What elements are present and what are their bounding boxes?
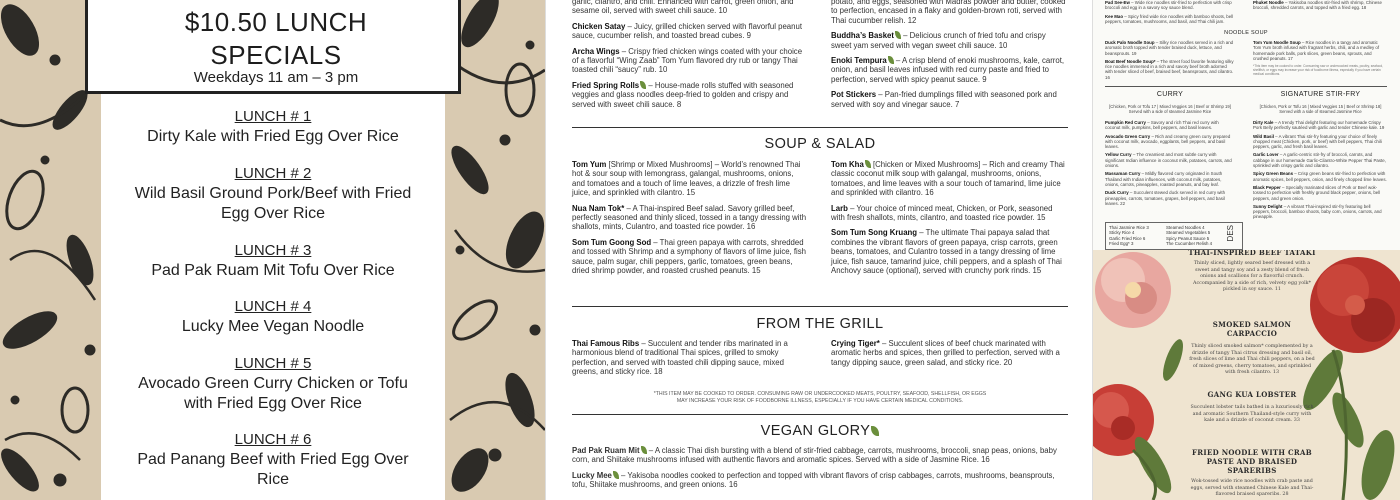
section-title-vegan — [572, 423, 1068, 439]
lunch-item-desc: Pad Pak Ruam Mit Tofu Over Rice — [151, 262, 395, 279]
side-item: The Cucumber Relish 4 — [1166, 241, 1213, 247]
menu-item-name: Buddha’s Basket — [831, 31, 894, 41]
menu-item-desc: – A Thai-inspired Beef salad. Savory grilled beef, perfectly seasoned and thinly sliced, tossed in a tangy dressing with shallots, mints, Culantro, and toasted rice powder. 16 — [572, 203, 807, 232]
lunch-item-6 — [101, 430, 445, 490]
menu-item-desc: [Shrimp or Mixed Mushrooms] – World’s renowned Thai hot & sour soup with lemongrass, galangal, mushrooms, onions, and tomatoes and a touch of lime leaves, a drizzle of fresh lime juice, and sprinkled with cilantro. 15 — [572, 160, 801, 198]
menu-item — [1105, 14, 1235, 25]
menu-item-name: Boat Beef Noodle Soup* — [1105, 58, 1156, 64]
menu-item-name: Tom Yum Noodle Soup — [1253, 40, 1301, 45]
menu-item — [1105, 152, 1235, 168]
sides-label: DES — [1226, 225, 1235, 242]
lunch-item-desc: Wild Basil Ground Pork/Beef with Fried Egg Over Rice — [134, 185, 412, 222]
menu-item-desc: – Succulent and tender ribs marinated in a harmonious blend of traditional Thai spices, grilled to smoky perfection, and served with toasted chili dipping sauce, mixed greens, and sticky rice. 18 — [572, 339, 788, 377]
special-dish-1 — [1187, 250, 1317, 294]
side-item: Thai Jasmine Rice 3 — [1109, 225, 1149, 230]
lunch-item-number: LUNCH # 6 — [234, 431, 312, 448]
menu-item-desc: – Crispy fried chicken wings coated with your choice of a flavorful “Wing Zaab” Tom Yum flavored dry rub or tangy Thai toasted chili “saucy” rub. 10 — [572, 46, 803, 75]
menu-item-desc: – Wide rice noodles stir-fried to perfection with crisp broccoli and egg in a savory soy sauce blend. — [1105, 0, 1232, 11]
menu-item-name: Som Tum Goong Sod — [572, 237, 652, 247]
menu-item-desc: [Chicken or Mixed Mushrooms] – Rich and creamy Thai classic coconut milk soup with galangal, mushrooms, onions, tomatoes, and lime leaves with a sour touch of tamarind, lime juice and sprinkled with cilantro. 16 — [831, 160, 1065, 198]
menu-item-name: Avocado Green Curry — [1105, 133, 1151, 139]
curry-column — [1105, 120, 1235, 209]
dish-desc: Thinly sliced smoked salmon* complemented by a drizzle of tangy Thai citrus dressing and basil oil, fresh slices of lime and Thai chili peppers, on a bed of mixed greens, cherry tomatoes, and sprinkled with fresh cilantro. 13 — [1189, 344, 1315, 376]
grill-right-column — [831, 339, 1067, 373]
menu-item-name: Larb — [831, 203, 848, 213]
sides-column-2 — [1166, 225, 1226, 247]
dish-name: GANG KUA LOBSTER — [1207, 390, 1297, 399]
menu-item — [831, 339, 1067, 367]
menu-item-desc: – A trendy Thai delight featuring our homemade Crispy Pork Belly perfectly sautéed with garlic and tender Chinese kale. 19 — [1253, 120, 1385, 131]
menu-item — [1105, 40, 1235, 56]
lunch-title — [104, 6, 448, 72]
menu-item-name: Tom Kha — [831, 160, 864, 169]
lunch-title-line2: SPECIALS — [210, 40, 342, 70]
lunch-item-1 — [101, 107, 445, 147]
special-dish-2 — [1187, 320, 1317, 377]
menu-item — [1253, 134, 1388, 150]
menu-item-desc: – Your choice of minced meat, Chicken, or Pork, seasoned with fresh shallots, mints, cilantro, and toasted rice powder. 15 — [831, 203, 1053, 223]
vegan-list — [572, 446, 1068, 490]
floral-specials-page — [1093, 250, 1400, 500]
lunch-item-number: LUNCH # 1 — [234, 108, 312, 125]
noodles-right-column — [1253, 0, 1383, 14]
section-title-curry: CURRY — [1156, 91, 1184, 98]
menu-item-desc: – Silky rice noodles served in a rich and aromatic broth topped with tender braised duck, lettuce, and beansprouts. 19 — [1105, 40, 1234, 56]
pink-flower — [1095, 252, 1171, 328]
menu-item — [831, 56, 1067, 84]
menu-item-desc: – The street food favorite featuring silky rice noodles immersed in a rich and savory beef broth adorned with tender sliced of beef, braised beef, beansprouts, and cilantro. 16 — [1105, 58, 1234, 80]
menu-item-desc: – Rice noodles in a tangy and aromatic Tom Yum broth infused with fragrant herbs, chili, and a medley of homemade pork balls, pork slices, green beans, sprouts, and crushed peanuts. 17 — [1253, 40, 1380, 61]
menu-item — [1253, 40, 1383, 61]
side-item: Fried Egg* 3 — [1109, 241, 1134, 247]
lunch-item-number: LUNCH # 5 — [234, 355, 312, 372]
noodle-soup-left-column — [1105, 40, 1235, 83]
menu-item — [831, 228, 1067, 275]
main-menu-page — [545, 0, 1093, 500]
menu-item-name: Spicy Green Beans — [1253, 171, 1294, 177]
lunch-item-desc: Lucky Mee Vegan Noodle — [181, 318, 365, 335]
menu-item-desc: – Yakisoba noodles stir-fried with shrimp, Chinese broccoli, shredded carrots, and topped with a fried egg. 18 — [1253, 0, 1382, 11]
dish-name: SMOKED SALMON CARPACCIO — [1212, 320, 1292, 338]
disclaimer-line-2: MAY INCREASE YOUR RISK OF FOODBORNE ILLNESS, ESPECIALLY IF YOU HAVE CERTAIN MEDICAL CONDITIONS. — [676, 398, 964, 404]
side-item: Garlic Fried Rice 6 — [1109, 235, 1146, 241]
noodle-curry-menu-page — [1093, 0, 1400, 250]
lunch-item-2 — [101, 164, 445, 224]
stirfry-choice-note: [Chicken, Pork or Tofu 16 | Mixed Veggies 15 | Beef or Shrimp 18] Served with a side of steamed Jasmine Rice — [1259, 104, 1382, 114]
lunch-title-line1: $10.50 LUNCH — [184, 7, 368, 37]
menu-item-desc: garlic, cilantro, and chili. Enhanced with carrot, green onion, and sesame oil, served with sweet chili sauce. 10 — [572, 0, 794, 16]
menu-item-desc: – Thai green papaya with carrots, shredded and tossed with Shrimp and a symphony of flavors of lime juice, fish sauce, palm sugar, chili peppers, garlic, tomatoes, green beans, dried shrimp powder, and roasted crushed peanuts. 15 — [572, 237, 807, 276]
lunch-item-number: LUNCH # 2 — [234, 165, 312, 182]
menu-item-name: Pumpkin Red Curry — [1105, 120, 1146, 125]
menu-item — [1253, 152, 1388, 168]
menu-item-desc: – Specially marinated slices of Pork or Beef wok-tossed to perfection with freshly ground black pepper, onions, bell peppers, and green onion. — [1253, 184, 1381, 201]
lunch-item-4 — [101, 297, 445, 337]
menu-item-name: Som Tum Song Kruang — [831, 228, 918, 238]
side-item: Spicy Peanut Sauce 5 — [1166, 235, 1210, 241]
menu-item-desc: – Mildly flavored curry originated in South Thailand with Indian influences, with coconut milk, potatoes, onions, carrots, pineapples, roasted peanuts, and bay leaf. — [1105, 171, 1223, 187]
sides-box — [1105, 222, 1243, 250]
special-dish-3 — [1187, 390, 1317, 425]
menu-item — [831, 31, 1067, 50]
soup-right-column — [831, 160, 1067, 281]
food-safety-disclaimer — [572, 391, 1068, 405]
noodle-soup-right-column — [1253, 40, 1383, 79]
menu-item-desc: potato, and eggs, seasoned with Madras powder and butter, cooked to perfection, encased in a flaky and golden-brown roti, served with Thai cucumber relish. 12 — [831, 0, 1066, 25]
small-disclaimer: *This item may be cooked to order. Consuming raw or undercooked meats, poultry, seafood, shellfish, or eggs may increase your risk of foodborne illness, especially if you have certain medical conditions. — [1253, 64, 1383, 77]
menu-item-desc: – A crisp blend of enoki mushrooms, kale, carrot, onion, and basil leaves infused with red curry paste and fried to perfection, served with spicy peanut sauce. 9 — [831, 56, 1065, 84]
menu-item-name: Duck Palo Noodle Soup — [1105, 40, 1155, 45]
dish-desc: Thinly sliced, lightly seared beef dressed with a sweet and tangy soy and a zesty blend of fresh onions and scallions for a flavorful crunch. Accompanied by a side of rich, velvety egg yolk* pickled in soy sauce. 11 — [1193, 261, 1311, 293]
lunch-item-3 — [101, 241, 445, 281]
menu-item — [572, 0, 808, 16]
section-divider — [1105, 86, 1387, 87]
menu-item-desc: – Delicious crunch of fried tofu and crispy sweet yam served with vegan sweet chili sauce. 10 — [831, 31, 1046, 50]
menu-item — [1105, 0, 1235, 11]
section-divider — [572, 306, 1068, 307]
section-divider — [572, 127, 1068, 128]
lunch-header-box — [85, 0, 461, 94]
menu-item-name: Lucky Mee — [572, 470, 612, 480]
lunch-item-desc: Pad Panang Beef with Fried Egg Over Rice — [137, 451, 409, 488]
menu-item — [831, 0, 1067, 25]
menu-item-desc: – Pan-fried dumplings filled with seasoned pork and served with soy and vinegar sauce. 7 — [831, 90, 1057, 109]
menu-item-desc: – A garlic-centric stir-fry of broccoli, carrots, and cabbage in our homemade Garlic-Cilantro-White Pepper Thai Paste, sprinkled with crispy garlic and cilantro. — [1253, 152, 1386, 169]
menu-item-name: Kee Mao — [1105, 13, 1124, 19]
menu-item-name: Pot Stickers — [831, 90, 877, 100]
menu-item — [1105, 171, 1235, 187]
menu-item — [1105, 190, 1235, 206]
dish-desc: Succulent lobster tails bathed in a luxuriously rich and aromatic Southern Thailand-style curry with kale and a drizzle of coconut cream. 33 — [1190, 405, 1314, 424]
curry-choice-note: [Chicken, Pork or Tofu 17 | Mixed Veggies 16 | Beef or Shrimp 19] Served with a side of steamed Jasmine Rice — [1109, 104, 1231, 114]
menu-item — [1253, 120, 1388, 131]
menu-item — [572, 160, 808, 198]
menu-item-name: Thai Famous Ribs — [572, 339, 640, 348]
menu-item-desc: – A classic Thai dish bursting with a blend of stir-fried cabbage, carrots, mushrooms, broccoli, snap peas, onions, baby corn, and Shiitake mushrooms infused with authentic flavors and aromatic spices. Served with a side of Jasmine Rice. 16 — [572, 446, 1057, 465]
menu-item-name: Crying Tiger* — [831, 339, 880, 348]
lunch-hours: Weekdays 11 am – 3 pm — [193, 69, 359, 86]
menu-item — [572, 238, 808, 276]
menu-item-name: Wild Basil — [1253, 133, 1274, 139]
dish-name: THAI-INSPIRED BEEF TATAKI — [1188, 250, 1316, 257]
menu-item — [1105, 120, 1235, 131]
menu-item-name: Pad See-Ew — [1105, 0, 1130, 5]
side-item: Steamed Vegetables 5 — [1166, 230, 1211, 236]
menu-item-desc: – House-made rolls stuffed with seasoned veggies and glass noodles deep-fried to golden and crispy and served with sweet chili sauce. 8 — [572, 80, 794, 109]
menu-item — [572, 471, 1068, 490]
section-title-stir-fry: SIGNATURE STIR-FRY — [1280, 91, 1361, 98]
section-divider — [572, 414, 1068, 415]
menu-item-name: Enoki Tempura — [831, 56, 887, 66]
menu-item — [1105, 134, 1235, 150]
sides-column-1 — [1109, 225, 1164, 247]
menu-item-name: Archa Wings — [572, 46, 620, 56]
menu-item — [1253, 185, 1388, 201]
appetizers-right-column — [831, 0, 1067, 115]
menu-item — [1253, 0, 1383, 11]
red-flower — [1310, 257, 1400, 353]
menu-item-name: Yellow Curry — [1105, 152, 1132, 158]
menu-item-name: Pad Pak Ruam Mit — [572, 446, 640, 455]
menu-item-name: Sunny Delight — [1253, 203, 1283, 209]
menu-item-name: Black Pepper — [1253, 184, 1281, 190]
menu-item — [1253, 204, 1388, 220]
menu-item-desc: – Succulent slices of beef chuck marinated with aromatic herbs and spices, then grilled to perfection, served with a tangy dipping sauce, green salad, and sticky rice. 20 — [831, 339, 1060, 367]
section-title-soup-salad: SOUP & SALAD — [764, 136, 876, 152]
menu-item — [831, 90, 1067, 109]
vegan-leaf-icon — [871, 426, 879, 436]
lunch-specials-panel — [0, 0, 545, 500]
lunch-item-number: LUNCH # 4 — [234, 298, 312, 315]
menu-item — [572, 22, 808, 41]
noodles-left-column — [1105, 0, 1235, 27]
menu-item — [831, 160, 1067, 198]
menu-item-name: Massaman Curry — [1105, 171, 1141, 177]
section-title-grill: FROM THE GRILL — [756, 316, 884, 332]
side-item: Sticky Rice 4 — [1109, 230, 1135, 236]
stirfry-column — [1253, 120, 1388, 223]
menu-item — [572, 446, 1068, 465]
menu-item-name: Chicken Satay — [572, 21, 626, 31]
menu-item-name: Phuket Noodle — [1253, 0, 1284, 5]
disclaimer-line-1: *THIS ITEM MAY BE COOKED TO ORDER. CONSUMING RAW OR UNDERCOOKED MEATS, POULTRY, SEAFOOD, SHELLFISH, OR EGGS — [653, 391, 987, 397]
menu-item-desc: – The creamiest and most subtle curry with significant Indian influence in coconut milk, potatoes, carrots, and onions. — [1105, 152, 1232, 169]
menu-item — [1253, 171, 1388, 182]
lunch-item-desc: Avocado Green Curry Chicken or Tofu with Fried Egg Over Rice — [138, 375, 408, 412]
menu-item-name: Duck Curry — [1105, 190, 1129, 196]
lunch-item-5 — [101, 354, 445, 414]
dish-name: FRIED NOODLE WITH CRAB PASTE AND BRAISED SPARERIBS — [1192, 448, 1312, 475]
menu-item — [831, 204, 1067, 223]
appetizers-left-column — [572, 0, 808, 115]
menu-item-desc: – A vibrant Thai stir-fry featuring your choice of finely chopped meat (Chicken, pork, or beef) with bell peppers, Thai chili peppers, garlic, and fresh basil leaves. — [1253, 133, 1382, 150]
menu-item-desc: – A vibrant Thai-inspired stir-fry featuring bell peppers, broccoli, bamboo shoots, baby corn, onions, carrots, and pineapple. — [1253, 203, 1382, 220]
menu-item-name: Fried Spring Rolls — [572, 80, 640, 90]
lunch-item-number: LUNCH # 3 — [234, 242, 312, 259]
soup-left-column — [572, 160, 808, 281]
menu-item — [572, 47, 808, 75]
menu-item-desc: – Rich and creamy green curry prepared with coconut milk, avocado, eggplants, bell peppers, and basil leaves. — [1105, 133, 1231, 150]
vegan-title-text: VEGAN GLORY — [760, 423, 871, 439]
menu-item-desc: – Juicy, grilled chicken served with flavorful peanut sauce, cucumber relish, and toasted bread cubes. 9 — [572, 21, 802, 41]
menu-item — [1105, 59, 1235, 80]
menu-item — [572, 81, 808, 109]
menu-item — [572, 204, 808, 232]
section-title-noodle-soup: NOODLE SOUP — [1224, 30, 1268, 36]
menu-item-desc: – Crisp green beans stir-fried to perfection with aromatic spices, bell peppers, onion, and finely chopped lime leaves. — [1253, 171, 1387, 182]
menu-item-desc: – Spicy fried wide rice noodles with bamboo shoots, bell peppers, tomatoes, mushrooms, and basil, and Thai chili jam. — [1105, 13, 1234, 24]
grill-left-column — [572, 339, 808, 383]
lunch-item-desc: Dirty Kale with Fried Egg Over Rice — [147, 128, 399, 145]
menu-item — [572, 339, 808, 377]
special-dish-4 — [1187, 448, 1317, 499]
menu-item-desc: – Succulent stewed duck served in red curry with pineapples, carrots, tomatoes, grapes, bell peppers, and basil leaves. 22 — [1105, 190, 1226, 206]
menu-item-name: Dirty Kale — [1253, 120, 1274, 125]
dish-desc: Wok-tossed wide rice noodles with crab paste and eggs, served with steamed Chinese Kale and Thai-flavored braised spareribs. 28 — [1190, 479, 1314, 498]
side-item: Steamed Noodles 4 — [1166, 225, 1205, 230]
menu-item-desc: – The ultimate Thai papaya salad that combines the vibrant flavors of green papaya, crisp carrots, green beans, tomatoes, and Culantro tossed in a tangy dressing of lime juice, fish sauce, tamarind juice, chili peppers, and a splash of Thai Anchovy sauce (optional), served with crunchy pork rinds. 15 — [831, 228, 1062, 276]
menu-item-desc: – Yakisoba noodles cooked to perfection and topped with vibrant flavors of crisp cabbages, carrots, mushrooms, beansprouts, tofu, Shiitake mushrooms, and green onions. 16 — [572, 470, 1055, 490]
menu-item-name: Garlic Lover — [1253, 152, 1279, 158]
menu-item-name: Nua Nam Tok* — [572, 203, 625, 213]
lunch-card — [101, 0, 445, 500]
menu-item-desc: – Savory and rich Thai red curry with coconut milk, pumpkins, bell peppers, and basil leaves. — [1105, 120, 1219, 131]
menu-item-name: Tom Yum — [572, 160, 607, 169]
